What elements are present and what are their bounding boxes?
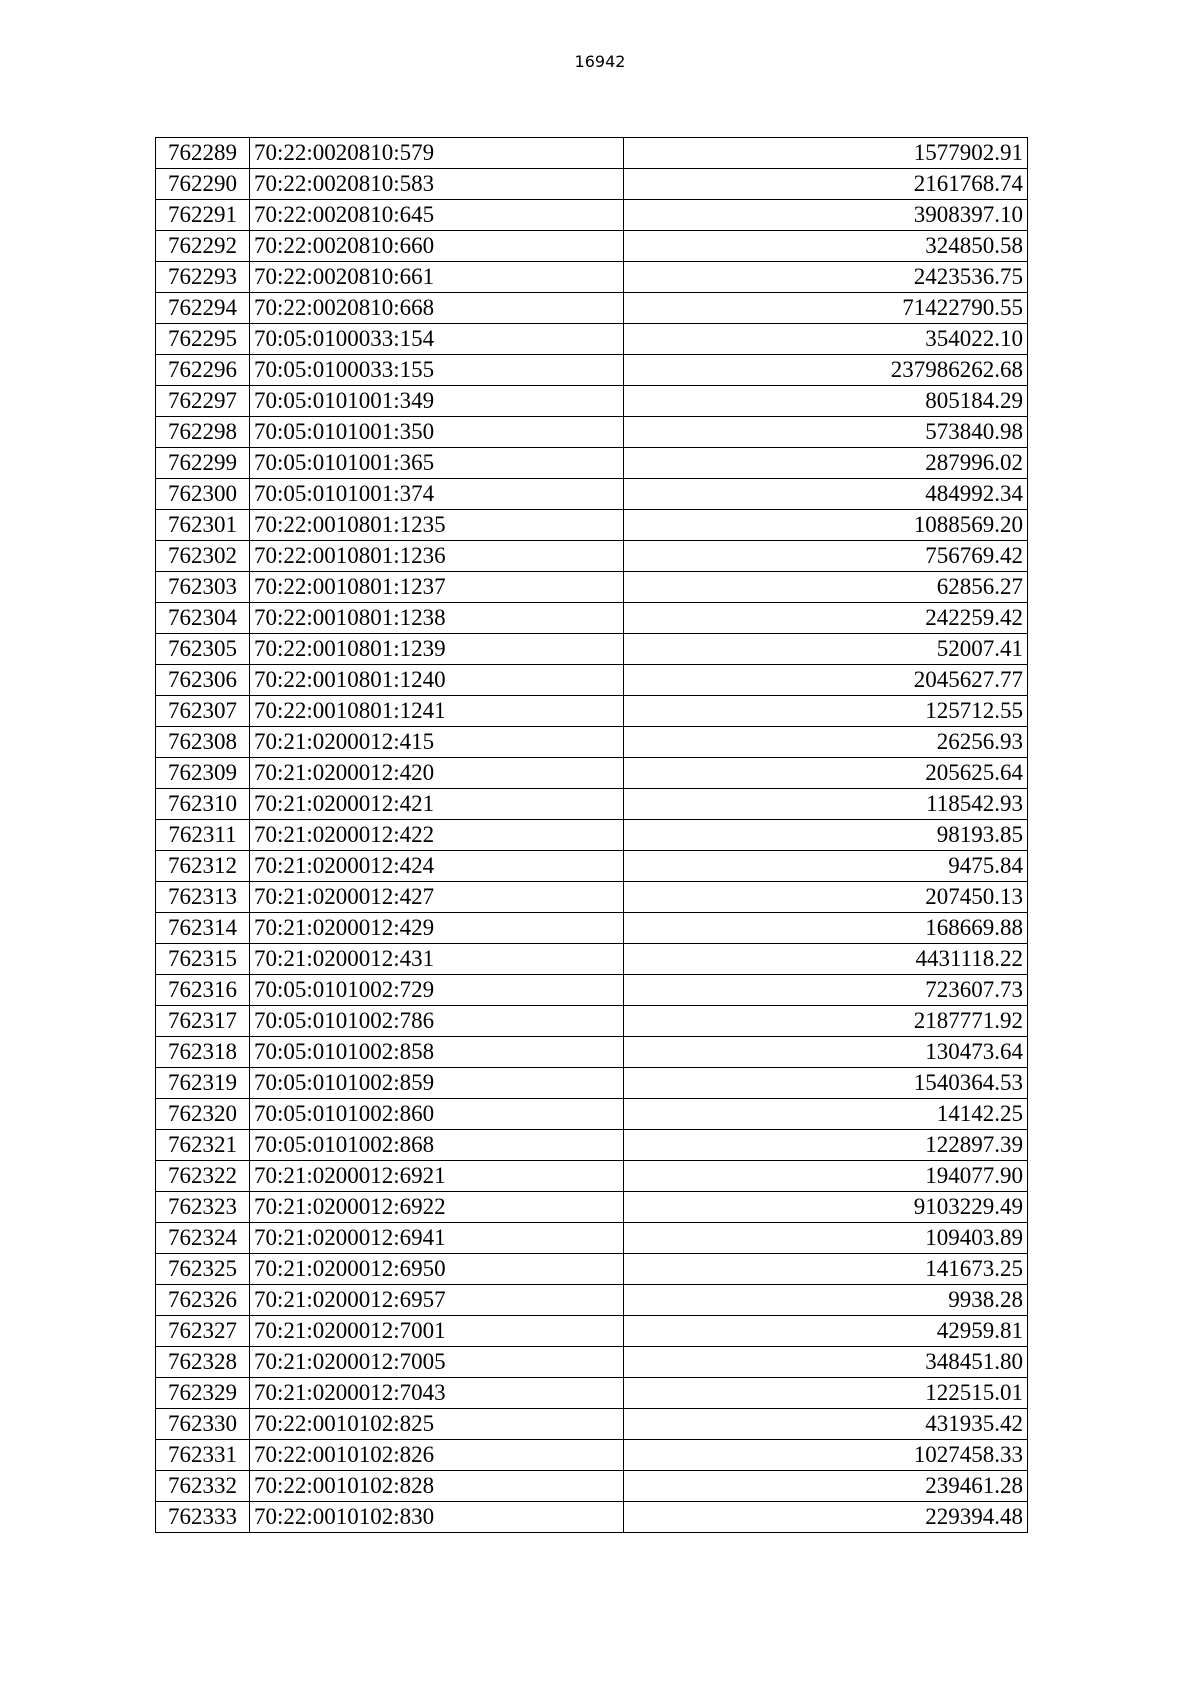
table-row [156,1161,1028,1192]
cadastral-number-cell: 70:21:0200012:415 [250,727,624,758]
row-id-cell: 762290 [156,169,250,200]
row-id-cell: 762306 [156,665,250,696]
value-cell: 229394.48 [624,1502,1028,1533]
value-cell: 2045627.77 [624,665,1028,696]
cadastral-number-cell: 70:22:0010102:826 [250,1440,624,1471]
value-cell: 52007.41 [624,634,1028,665]
value-cell: 141673.25 [624,1254,1028,1285]
value-cell: 1540364.53 [624,1068,1028,1099]
table-row [156,479,1028,510]
table-row [156,386,1028,417]
row-id-cell: 762293 [156,262,250,293]
table-row [156,1223,1028,1254]
cadastral-number-cell: 70:05:0100033:154 [250,324,624,355]
table-row [156,882,1028,913]
cadastral-number-cell: 70:05:0101002:860 [250,1099,624,1130]
cadastral-number-cell: 70:05:0101002:859 [250,1068,624,1099]
value-cell: 9103229.49 [624,1192,1028,1223]
value-cell: 354022.10 [624,324,1028,355]
cadastral-number-cell: 70:22:0020810:579 [250,138,624,169]
row-id-cell: 762291 [156,200,250,231]
row-id-cell: 762294 [156,293,250,324]
cadastral-number-cell: 70:22:0020810:583 [250,169,624,200]
table-row [156,1378,1028,1409]
value-cell: 9938.28 [624,1285,1028,1316]
cadastral-number-cell: 70:05:0101002:729 [250,975,624,1006]
value-cell: 168669.88 [624,913,1028,944]
cadastral-number-cell: 70:05:0101001:350 [250,417,624,448]
row-id-cell: 762318 [156,1037,250,1068]
cadastral-number-cell: 70:21:0200012:422 [250,820,624,851]
value-cell: 71422790.55 [624,293,1028,324]
cadastral-number-cell: 70:05:0101001:374 [250,479,624,510]
value-cell: 125712.55 [624,696,1028,727]
value-cell: 1027458.33 [624,1440,1028,1471]
table-row [156,1471,1028,1502]
table-row [156,1285,1028,1316]
cadastral-number-cell: 70:22:0010801:1235 [250,510,624,541]
row-id-cell: 762329 [156,1378,250,1409]
row-id-cell: 762316 [156,975,250,1006]
cadastral-number-cell: 70:22:0010801:1241 [250,696,624,727]
row-id-cell: 762309 [156,758,250,789]
row-id-cell: 762325 [156,1254,250,1285]
cadastral-number-cell: 70:22:0020810:660 [250,231,624,262]
row-id-cell: 762323 [156,1192,250,1223]
table-row [156,758,1028,789]
cadastral-number-cell: 70:21:0200012:7043 [250,1378,624,1409]
table-row [156,572,1028,603]
cadastral-number-cell: 70:05:0101002:786 [250,1006,624,1037]
cadastral-number-cell: 70:22:0010801:1236 [250,541,624,572]
cadastral-number-cell: 70:21:0200012:7001 [250,1316,624,1347]
value-cell: 122515.01 [624,1378,1028,1409]
cadastral-number-cell: 70:22:0010801:1240 [250,665,624,696]
table-row [156,1192,1028,1223]
cadastral-number-cell: 70:05:0100033:155 [250,355,624,386]
value-cell: 62856.27 [624,572,1028,603]
value-cell: 805184.29 [624,386,1028,417]
row-id-cell: 762307 [156,696,250,727]
cadastral-number-cell: 70:22:0010102:828 [250,1471,624,1502]
row-id-cell: 762322 [156,1161,250,1192]
table-row [156,169,1028,200]
row-id-cell: 762312 [156,851,250,882]
value-cell: 3908397.10 [624,200,1028,231]
row-id-cell: 762320 [156,1099,250,1130]
cadastral-number-cell: 70:21:0200012:6922 [250,1192,624,1223]
value-cell: 109403.89 [624,1223,1028,1254]
cadastral-number-cell: 70:21:0200012:7005 [250,1347,624,1378]
table-row [156,448,1028,479]
value-cell: 1577902.91 [624,138,1028,169]
cadastral-number-cell: 70:22:0010102:830 [250,1502,624,1533]
row-id-cell: 762314 [156,913,250,944]
cadastral-number-cell: 70:21:0200012:429 [250,913,624,944]
value-cell: 242259.42 [624,603,1028,634]
row-id-cell: 762304 [156,603,250,634]
row-id-cell: 762308 [156,727,250,758]
value-cell: 4431118.22 [624,944,1028,975]
value-cell: 573840.98 [624,417,1028,448]
row-id-cell: 762295 [156,324,250,355]
row-id-cell: 762311 [156,820,250,851]
cadastral-number-cell: 70:05:0101001:349 [250,386,624,417]
cadastral-number-cell: 70:21:0200012:431 [250,944,624,975]
table-row [156,1037,1028,1068]
value-cell: 2187771.92 [624,1006,1028,1037]
row-id-cell: 762328 [156,1347,250,1378]
value-cell: 348451.80 [624,1347,1028,1378]
value-cell: 2161768.74 [624,169,1028,200]
table-row [156,1409,1028,1440]
row-id-cell: 762301 [156,510,250,541]
value-cell: 237986262.68 [624,355,1028,386]
row-id-cell: 762321 [156,1130,250,1161]
row-id-cell: 762292 [156,231,250,262]
row-id-cell: 762300 [156,479,250,510]
row-id-cell: 762332 [156,1471,250,1502]
row-id-cell: 762324 [156,1223,250,1254]
table-row [156,1006,1028,1037]
cadastral-number-cell: 70:21:0200012:6941 [250,1223,624,1254]
cadastral-number-cell: 70:21:0200012:6957 [250,1285,624,1316]
table-row [156,510,1028,541]
row-id-cell: 762331 [156,1440,250,1471]
value-cell: 122897.39 [624,1130,1028,1161]
table-row [156,324,1028,355]
cadastral-number-cell: 70:22:0010801:1238 [250,603,624,634]
table-row [156,603,1028,634]
cadastral-number-cell: 70:21:0200012:421 [250,789,624,820]
table-row [156,820,1028,851]
page-number: 16942 [574,52,626,71]
cadastral-value-table [155,137,1028,1533]
row-id-cell: 762299 [156,448,250,479]
table-row [156,1316,1028,1347]
cadastral-number-cell: 70:22:0010801:1237 [250,572,624,603]
table-row [156,138,1028,169]
value-cell: 26256.93 [624,727,1028,758]
table-row [156,913,1028,944]
row-id-cell: 762305 [156,634,250,665]
value-cell: 98193.85 [624,820,1028,851]
value-cell: 207450.13 [624,882,1028,913]
table-row [156,231,1028,262]
table-row [156,1502,1028,1533]
cadastral-number-cell: 70:22:0010102:825 [250,1409,624,1440]
cadastral-number-cell: 70:21:0200012:420 [250,758,624,789]
value-cell: 118542.93 [624,789,1028,820]
table-row [156,1130,1028,1161]
row-id-cell: 762326 [156,1285,250,1316]
row-id-cell: 762313 [156,882,250,913]
value-cell: 287996.02 [624,448,1028,479]
table-row [156,1347,1028,1378]
table-row [156,696,1028,727]
table-row [156,1068,1028,1099]
value-cell: 194077.90 [624,1161,1028,1192]
row-id-cell: 762303 [156,572,250,603]
row-id-cell: 762315 [156,944,250,975]
table-row [156,1254,1028,1285]
table-row [156,417,1028,448]
value-cell: 1088569.20 [624,510,1028,541]
value-cell: 239461.28 [624,1471,1028,1502]
value-cell: 431935.42 [624,1409,1028,1440]
table-row [156,789,1028,820]
value-cell: 9475.84 [624,851,1028,882]
row-id-cell: 762298 [156,417,250,448]
table-row [156,944,1028,975]
value-cell: 130473.64 [624,1037,1028,1068]
row-id-cell: 762289 [156,138,250,169]
table-row [156,1440,1028,1471]
table-row [156,975,1028,1006]
row-id-cell: 762310 [156,789,250,820]
table-body [156,138,1028,1533]
cadastral-number-cell: 70:05:0101001:365 [250,448,624,479]
row-id-cell: 762330 [156,1409,250,1440]
value-cell: 14142.25 [624,1099,1028,1130]
cadastral-number-cell: 70:05:0101002:868 [250,1130,624,1161]
value-cell: 42959.81 [624,1316,1028,1347]
row-id-cell: 762333 [156,1502,250,1533]
cadastral-number-cell: 70:21:0200012:424 [250,851,624,882]
value-cell: 723607.73 [624,975,1028,1006]
row-id-cell: 762302 [156,541,250,572]
table-row [156,634,1028,665]
cadastral-number-cell: 70:22:0020810:645 [250,200,624,231]
value-cell: 2423536.75 [624,262,1028,293]
table-row [156,1099,1028,1130]
table-row [156,541,1028,572]
table-row [156,200,1028,231]
table-row [156,727,1028,758]
row-id-cell: 762296 [156,355,250,386]
cadastral-number-cell: 70:22:0020810:668 [250,293,624,324]
cadastral-number-cell: 70:05:0101002:858 [250,1037,624,1068]
row-id-cell: 762297 [156,386,250,417]
value-cell: 756769.42 [624,541,1028,572]
row-id-cell: 762317 [156,1006,250,1037]
cadastral-number-cell: 70:22:0020810:661 [250,262,624,293]
table-row [156,851,1028,882]
row-id-cell: 762327 [156,1316,250,1347]
cadastral-number-cell: 70:21:0200012:6950 [250,1254,624,1285]
cadastral-number-cell: 70:22:0010801:1239 [250,634,624,665]
value-cell: 205625.64 [624,758,1028,789]
cadastral-number-cell: 70:21:0200012:6921 [250,1161,624,1192]
table-row [156,355,1028,386]
cadastral-number-cell: 70:21:0200012:427 [250,882,624,913]
row-id-cell: 762319 [156,1068,250,1099]
value-cell: 484992.34 [624,479,1028,510]
table-row [156,665,1028,696]
table-row [156,262,1028,293]
table-row [156,293,1028,324]
value-cell: 324850.58 [624,231,1028,262]
